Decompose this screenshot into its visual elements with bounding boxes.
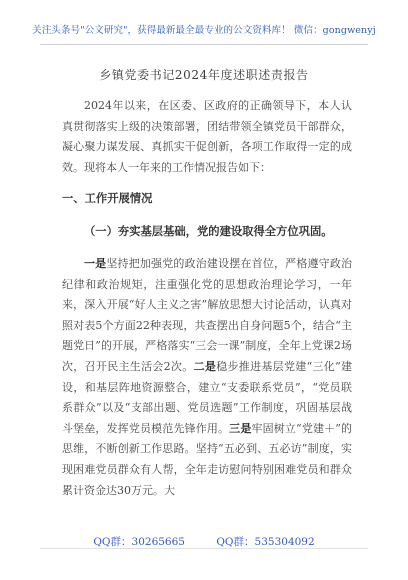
section-heading: 一、工作开展情况 xyxy=(62,191,153,205)
document-title: 乡镇党委书记2024年度述职述责报告 xyxy=(99,68,309,82)
para-text-1: 坚持把加强党的政治建设摆在首位，严格遵守政治纪律和政治规矩，注重强化党的思想政治理论学习，一年来，深入开展“好人主义之害”解放思想大讨论活动，认真对照对表5个方面22种表现，共查摆出自身问题5个，结合“主题党日”的开展，严格落实“三会一课”制度，全年上党课2场次，召开民主生活会2次。 xyxy=(62,257,353,373)
header-divider xyxy=(40,44,368,45)
intro-paragraph: 2024年以来，在区委、区政府的正确领导下，本人认真贯彻落实上级的决策部署，团结带领全镇党员干部群众，凝心聚力谋发展、真抓实干促创新，各项工作取得一定的成效。现将本人一年来的工作情况报告如下： xyxy=(62,99,352,174)
para-lead-1: 一是 xyxy=(84,257,107,270)
para-lead-2: 二是 xyxy=(193,359,217,373)
body-paragraph xyxy=(62,254,352,501)
subsection-heading: （一）夯实基层基础，党的建设取得全方位巩固。 xyxy=(84,224,333,238)
footer-qq-group-1: QQ群：30265665 xyxy=(93,536,185,548)
header-banner: 关注头条号"公文研究"，获得最新最全最专业的公文资料库！ 微信：gongwenyj xyxy=(32,25,376,36)
footer-qq-group-2: QQ群：535304092 xyxy=(216,536,315,548)
para-text-2: 稳步推进基层党建“三化”建设，和基层阵地资源整合，建立“支委联系党员”，“党员联系群众”以及“支部出题、党员选题”工作制度，巩固基层战斗堡垒，发挥党员模范先锋作用。 xyxy=(62,359,353,435)
para-lead-3: 三是 xyxy=(229,421,252,435)
para-text-3: 牢固树立“党建＋”的思维，不断创新工作思路。坚持“五必到、五必访”制度，实现困难党员群众有人帮，全年走访慰问特别困难党员和群众累计资金达30万元。大 xyxy=(62,421,353,497)
footer xyxy=(0,534,408,549)
footer-divider xyxy=(40,548,368,549)
